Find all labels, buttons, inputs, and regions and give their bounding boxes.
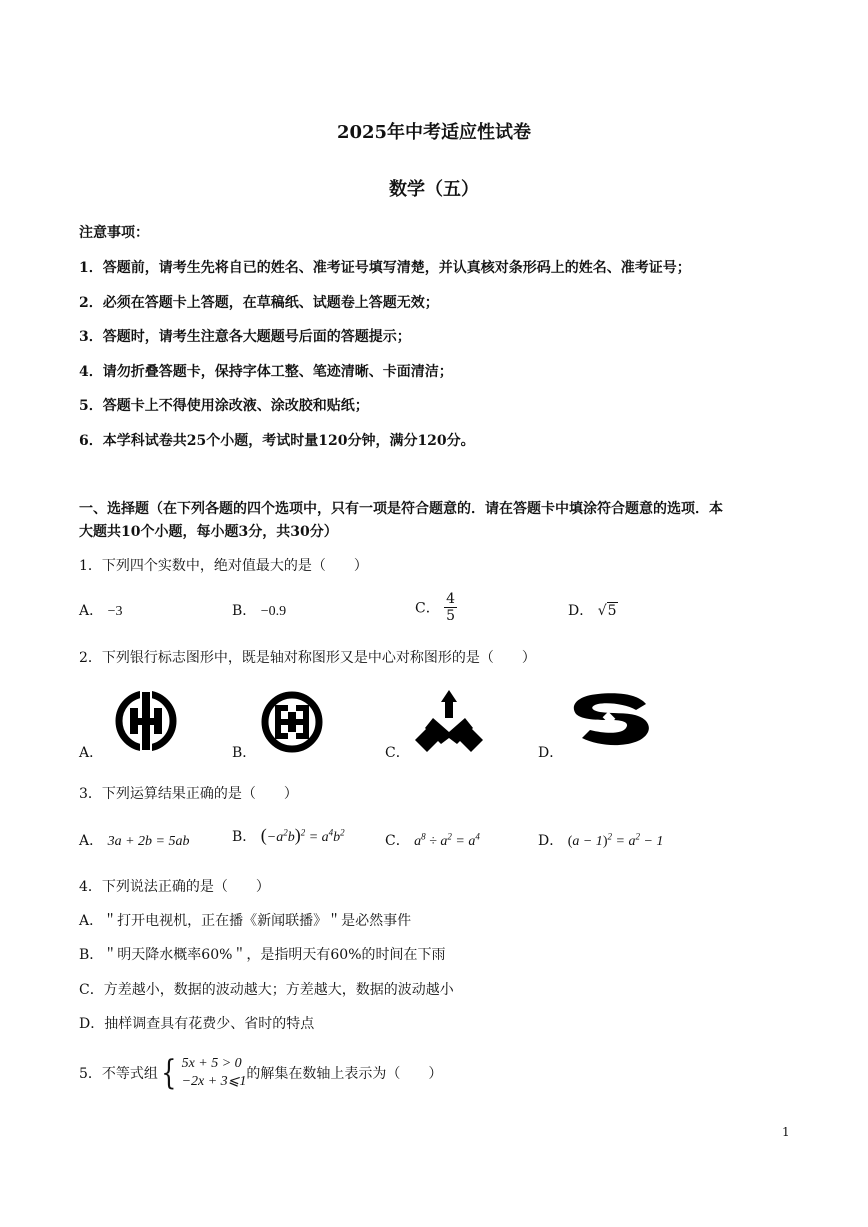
q3-option-d: [538, 830, 663, 850]
fraction-denominator: 5: [446, 608, 456, 624]
fraction: [444, 591, 457, 624]
fraction-numerator: 4: [446, 591, 456, 607]
note-item: 2．必须在答题卡上答题，在草稿纸、试题卷上答题无效；: [79, 295, 439, 311]
q3-option-a: [79, 830, 189, 850]
q1-option-b: [232, 600, 286, 620]
q4-option-b: B．＂明天降水概率60%＂，是指明天有60%的时间在下雨: [79, 947, 446, 963]
option-label: C．: [415, 600, 440, 617]
radicand: 5: [607, 603, 617, 619]
option-label: C．: [385, 833, 410, 849]
option-label: D．: [568, 603, 594, 619]
inequality-system: [182, 1055, 247, 1091]
q1-b-value: −0.9: [260, 604, 287, 619]
q1-option-a: [79, 600, 122, 620]
option-label: B．: [232, 603, 257, 619]
inequality-1: 5x + 5 > 0: [181, 1056, 242, 1071]
abc-bank-logo-icon: [113, 688, 179, 754]
option-label: B．: [232, 829, 257, 845]
brace-icon: {: [161, 1053, 177, 1093]
q3-option-c: [385, 830, 480, 850]
inequality-2: −2x + 3⩽1: [181, 1074, 247, 1089]
option-label: A．: [79, 603, 104, 619]
question-4-stem: 4．下列说法正确的是（ ）: [79, 879, 270, 895]
question-5-stem: [79, 1055, 442, 1091]
option-label: D．: [538, 745, 564, 761]
q3-a-expr: 3a + 2b = 5ab: [107, 834, 190, 849]
boc-bank-logo-icon: [568, 690, 652, 752]
notes-heading: 注意事项：: [79, 225, 149, 241]
page-number: 1: [782, 1125, 790, 1139]
note-item: 3．答题时，请考生注意各大题题号后面的答题提示；: [79, 329, 411, 345]
q4-option-c: C．方差越小，数据的波动越大；方差越大，数据的波动越小: [79, 982, 454, 998]
q3-b-expr: $(-a^2b)^2 = a^4b^2$: [260, 825, 345, 845]
option-label: B．: [232, 745, 257, 761]
section-heading-cont: 大题共10个小题，每小题3分，共30分）: [79, 524, 338, 540]
question-1-stem: 1．下列四个实数中，绝对值最大的是（ ）: [79, 558, 368, 574]
q3-option-b: [232, 825, 345, 846]
option-label: D．: [538, 833, 564, 849]
note-item: 6．本学科试卷共25个小题，考试时量120分钟，满分120分。: [79, 433, 475, 449]
ccb-bank-logo-icon: [413, 688, 485, 754]
exam-title: 2025年中考适应性试卷: [336, 122, 532, 143]
question-2-stem: 2．下列银行标志图形中，既是轴对称图形又是中心对称图形的是（ ）: [79, 650, 536, 666]
q1-a-value: −3: [107, 604, 123, 619]
q1-option-d: [568, 600, 618, 620]
q3-d-expr: $(a - 1)^2 = a^2 - 1$: [567, 831, 664, 849]
sqrt-icon: √: [597, 603, 607, 619]
subject-title: 数学（五）: [389, 179, 479, 200]
note-item: 4．请勿折叠答题卡，保持字体工整、笔迹清晰、卡面清洁；: [79, 364, 453, 380]
q1-option-c: [415, 591, 457, 624]
icbc-bank-logo-icon: [260, 690, 324, 754]
option-label: A．: [79, 745, 104, 761]
option-label: A．: [79, 833, 104, 849]
q4-option-a: A．＂打开电视机，正在播《新闻联播》＂是必然事件: [79, 913, 412, 929]
q3-c-expr: $a^8 \div a^2 = a^4$: [414, 831, 480, 849]
note-item: 1．答题前，请考生先将自已的姓名、准考证号填写清楚，并认真核对条形码上的姓名、准考证号；: [79, 260, 691, 276]
q5-suffix: 的解集在数轴上表示为（ ）: [246, 1066, 443, 1082]
section-heading: 一、选择题（在下列各题的四个选项中，只有一项是符合题意的．请在答题卡中填涂符合题意的选项．本: [79, 501, 723, 517]
question-3-stem: 3．下列运算结果正确的是（ ）: [79, 786, 298, 802]
q5-prefix: 5．不等式组: [79, 1066, 158, 1082]
note-item: 5．答题卡上不得使用涂改液、涂改胶和贴纸；: [79, 398, 369, 414]
q4-option-d: D．抽样调查具有花费少、省时的特点: [79, 1016, 315, 1032]
option-label: C．: [385, 745, 410, 761]
